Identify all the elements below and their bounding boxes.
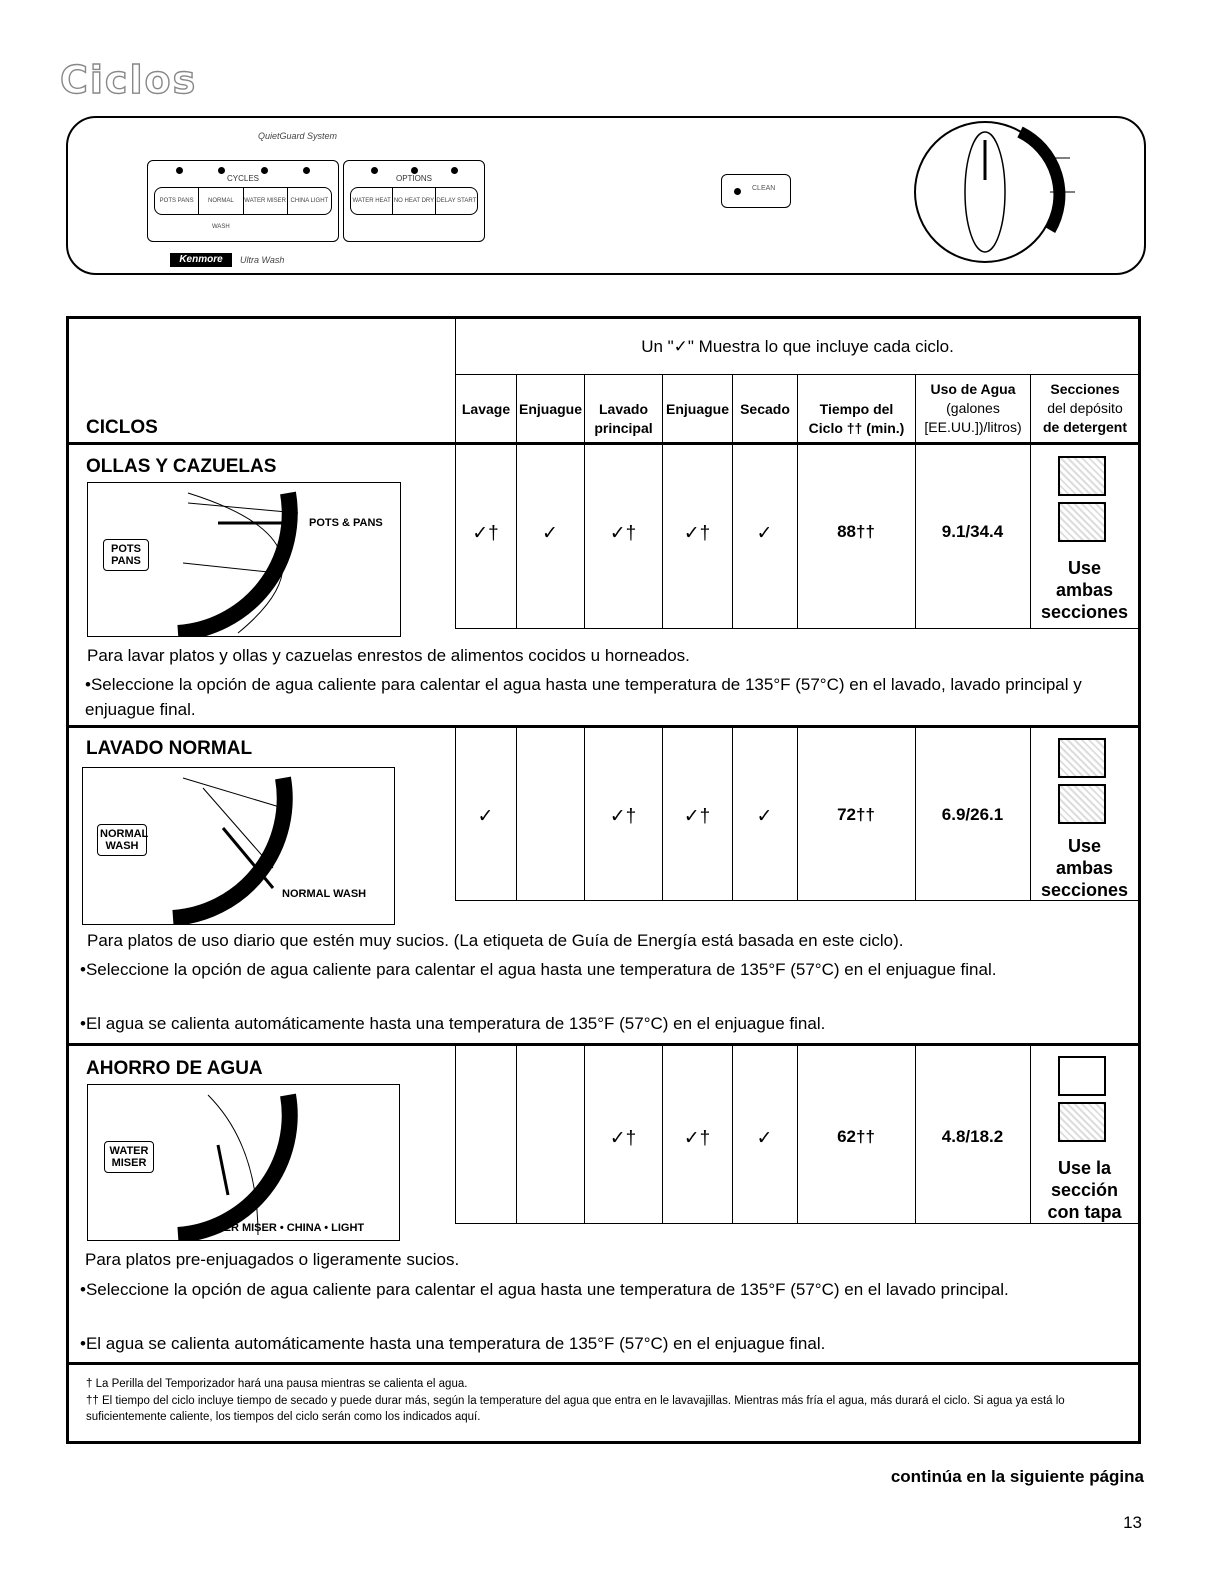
quietguard-text: QuietGuard System [258,131,338,141]
footnote-1: † La Perilla del Temporizador hará una pausa mientras se calienta el agua. [86,1378,468,1390]
row2-check-4: ✓† [683,806,711,827]
panel-water-miser-button: WATER MISER [244,188,288,214]
column-header-2: Enjuague [518,401,582,417]
column-header-1: Lavage [461,401,511,417]
options-button-group [343,160,485,242]
pots-pans-dial-label: POTS & PANS [309,517,383,529]
cycle-name-water-miser: AHORRO DE AGUA [86,1058,263,1079]
pots-pans-button-label: POTS PANS [103,539,149,571]
column-header-7: Uso de Agua (galones [EE.UU.])/litros) [924,381,1022,435]
column-header-4: Enjuague [665,401,729,417]
panel-delay-start-button: DELAY START [436,198,477,204]
row1-cycle-time: 88†† [837,522,875,541]
row2-water-use: 6.9/26.1 [941,805,1004,824]
water-miser-dial-image [87,1084,400,1241]
normal-wash-bullet-2: •El agua se calienta automáticamente hasta una temperatura de 135°F (57°C) en el enjuague final. [80,1014,826,1033]
page-title: Ciclos [60,58,198,102]
cycle-name-pots-pans: OLLAS Y CAZUELAS [86,456,277,477]
pots-pans-bullet-1: •Seleccione la opción de agua caliente para calentar el agua hasta une temperatura de 135°F (57°C) en el lavado, lavado principal y enjuague final. [85,675,1082,719]
pots-pans-description: Para lavar platos y ollas y cazuelas enrestos de alimentos cocidos u horneados. [87,646,690,665]
row3-check-5: ✓ [756,1128,773,1149]
clean-indicator [721,174,791,208]
row1-check-2: ✓ [542,523,558,544]
row1-detergent-use: Use ambas secciones [1040,558,1129,622]
normal-wash-dial-label: NORMAL WASH [282,888,367,900]
row2-check-1: ✓ [477,806,494,827]
column-header-5: Secado [740,401,790,417]
column-header-3: Lavado principal [594,401,653,436]
row2-detergent-use: Use ambas secciones [1040,836,1129,900]
column-header-8: Secciones del depósito de detergent [1042,381,1127,435]
row3-check-4: ✓† [683,1128,711,1149]
table-caption: Un "✓" Muestra lo que incluye cada ciclo. [641,337,954,356]
water-miser-description: Para platos pre-enjuagados o ligeramente sucios. [85,1250,460,1269]
column-header-6: Tiempo del Ciclo †† (min.) [808,401,905,436]
detergent-cup-icon [1058,502,1106,542]
panel-dial-icon [900,120,1140,270]
normal-wash-button-label: NORMAL WASH [97,824,147,856]
row3-cycle-time: 62†† [837,1127,875,1146]
panel-china-light-button: CHINA LIGHT [290,198,329,204]
panel-water-heat-button: WATER HEAT [351,188,393,214]
row3-check-3: ✓† [609,1128,637,1149]
normal-wash-dial-image [82,767,395,925]
water-miser-dial-label: WATER MISER • CHINA • LIGHT [200,1222,365,1234]
clean-label: CLEAN [752,185,776,192]
detergent-cup-lid-icon [1058,1056,1106,1096]
normal-wash-description: Para platos de uso diario que estén muy sucios. (La etiqueta de Guía de Energía está basada en este ciclo). [87,931,904,950]
detergent-cup-icon [1058,784,1106,824]
panel-normal-wash-button: NORMAL WASH [199,188,243,214]
row1-check-4: ✓† [683,523,711,544]
pots-pans-dial-image [87,482,401,637]
row3-detergent-use: Use la sección con tapa [1047,1158,1122,1222]
row2-check-3: ✓† [609,806,637,827]
ultra-wash-text: Ultra Wash [240,255,285,265]
water-miser-bullet-1: •Seleccione la opción de agua caliente para calentar el agua hasta une temperatura de 135°F (57°C) en el lavado principal. [80,1280,1009,1299]
page-number: 13 [1123,1513,1142,1532]
cycles-header: CICLOS [86,417,158,438]
normal-wash-bullet-1: •Seleccione la opción de agua caliente para calentar el agua hasta une temperatura de 135°F (57°C) en el enjuague final. [80,960,997,979]
panel-no-heat-dry-button: NO HEAT DRY [393,188,435,214]
detergent-cup-icon [1058,738,1106,778]
kenmore-logo: Kenmore [170,253,232,267]
options-label: OPTIONS [395,174,432,183]
continue-text: continúa en la siguiente página [890,1467,1144,1486]
detergent-cup-icon [1058,456,1106,496]
row2-check-5: ✓ [756,806,773,827]
row1-water-use: 9.1/34.4 [941,522,1004,541]
row3-water-use: 4.8/18.2 [941,1127,1004,1146]
cycles-label: CYCLES [226,174,259,183]
cycles-button-group [147,160,339,242]
detergent-cup-icon [1058,1102,1106,1142]
row2-cycle-time: 72†† [837,805,875,824]
water-miser-button-label: WATER MISER [104,1141,154,1173]
row1-check-3: ✓† [609,523,637,544]
footnote-2: †† El tiempo del ciclo incluye tiempo de secado y puede durar más, según la temperature del agua que entra en le lavavajillas. Mientras más fría el agua, más durará el ciclo. Si agua ya está lo suficientemente caliente, los tiempos del ciclo serán como los indicados aquí. [86,1395,1065,1423]
row1-check-1: ✓† [472,523,499,544]
panel-pots-pans-button: POTS PANS [155,188,199,214]
cycle-name-normal-wash: LAVADO NORMAL [86,738,253,759]
row1-check-5: ✓ [756,523,773,544]
water-miser-bullet-2: •El agua se calienta automáticamente hasta una temperatura de 135°F (57°C) en el enjuague final. [80,1334,826,1353]
